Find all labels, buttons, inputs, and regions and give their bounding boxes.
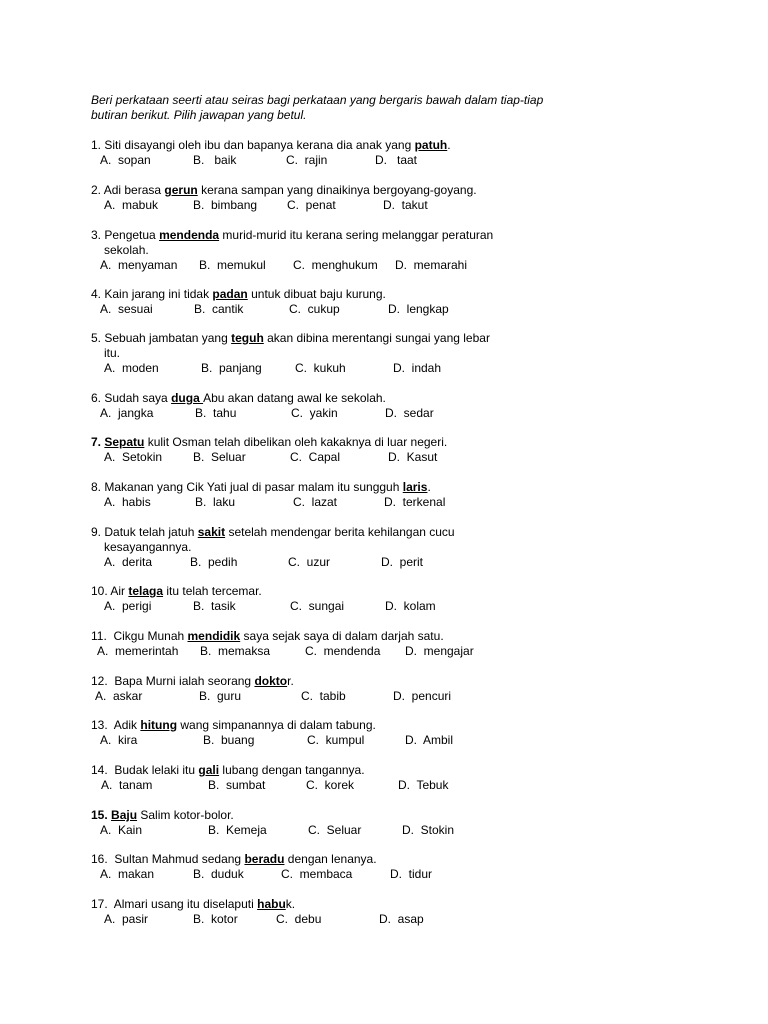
answer-option-b[interactable]: B. guru — [199, 689, 242, 703]
answer-option-c[interactable]: C. tabib — [301, 689, 346, 703]
question-text-before: Sudah saya — [101, 391, 172, 405]
answer-option-c[interactable]: C. Seluar — [308, 823, 362, 837]
question-text-after: . — [427, 480, 431, 494]
answer-option-c[interactable]: C. uzur — [288, 555, 331, 569]
question-text-after: itu telah tercemar. — [163, 584, 262, 598]
answer-option-b[interactable]: B. Kemeja — [208, 823, 267, 837]
question-text-before: Sebuah jambatan yang — [101, 331, 232, 345]
answer-option-c[interactable]: C. menghukum — [293, 258, 378, 272]
answer-option-d[interactable]: D. pencuri — [393, 689, 452, 703]
underlined-keyword: patuh — [414, 138, 448, 152]
answer-option-b[interactable]: B. kotor — [193, 912, 238, 926]
answer-option-d[interactable]: D. indah — [393, 361, 442, 375]
question-text-before: Pengetua — [101, 228, 160, 242]
question-stem — [91, 674, 294, 689]
answer-option-b[interactable]: B. duduk — [193, 867, 244, 881]
question-stem — [91, 331, 490, 346]
question-text-before: Cikgu Munah — [106, 629, 188, 643]
underlined-keyword: hitung — [140, 718, 178, 732]
question-text-after: akan dibina merentangi sungai yang lebar — [263, 331, 490, 345]
question-stem — [91, 138, 451, 153]
underlined-keyword: telaga — [128, 584, 164, 598]
underlined-keyword: beradu — [244, 852, 285, 866]
answer-option-a[interactable]: A. perigi — [104, 599, 152, 613]
question-text-after: Abu akan datang awal ke sekolah. — [203, 391, 386, 405]
question-text-before: Datuk telah jatuh — [101, 525, 198, 539]
answer-option-b[interactable]: B. Seluar — [193, 450, 246, 464]
answer-option-c[interactable]: C. mendenda — [305, 644, 381, 658]
answer-option-d[interactable]: D. asap — [379, 912, 424, 926]
answer-option-b[interactable]: B. laku — [195, 495, 236, 509]
question-number: 7. — [91, 435, 102, 449]
answer-option-a[interactable]: A. Kain — [100, 823, 143, 837]
answer-option-c[interactable]: C. yakin — [291, 406, 338, 420]
answer-option-b[interactable]: B. cantik — [194, 302, 244, 316]
answer-option-d[interactable]: D. Ambil — [405, 733, 454, 747]
underlined-keyword: laris — [402, 480, 428, 494]
question-number: 8. — [91, 480, 102, 494]
answer-option-d[interactable]: D. Kasut — [388, 450, 438, 464]
question-text-after: . — [447, 138, 451, 152]
answer-option-b[interactable]: B. tahu — [195, 406, 237, 420]
question-number: 12. — [91, 674, 108, 688]
question-text-after: kulit Osman telah dibelikan oleh kakaknya di luar negeri. — [144, 435, 448, 449]
answer-option-b[interactable]: B. bimbang — [193, 198, 258, 212]
answer-option-b[interactable]: B. memaksa — [200, 644, 271, 658]
answer-option-b[interactable]: B. pedih — [190, 555, 238, 569]
question-text-after: murid-murid itu kerana sering melanggar peraturan — [219, 228, 494, 242]
answer-option-b[interactable]: B. memukul — [199, 258, 266, 272]
underlined-keyword: gali — [198, 763, 220, 777]
underlined-keyword: duga — [171, 391, 204, 405]
answer-option-c[interactable]: C. lazat — [293, 495, 338, 509]
answer-option-d[interactable]: D. sedar — [385, 406, 434, 420]
answer-option-d[interactable]: D. Tebuk — [398, 778, 449, 792]
question-text-before: Adik — [107, 718, 141, 732]
question-number: 5. — [91, 331, 102, 345]
answer-option-c[interactable]: C. debu — [276, 912, 322, 926]
question-text-before: Makanan yang Cik Yati jual di pasar malam itu sungguh — [101, 480, 403, 494]
question-number: 9. — [91, 525, 102, 539]
question-stem — [91, 718, 376, 733]
question-stem — [91, 287, 386, 302]
question-stem — [91, 897, 295, 912]
answer-option-c[interactable]: C. kumpul — [307, 733, 365, 747]
question-text-after: Salim kotor-bolor. — [137, 808, 234, 822]
question-stem — [91, 228, 493, 243]
answer-option-d[interactable]: D. mengajar — [405, 644, 474, 658]
question-text-before: Adi berasa — [101, 183, 165, 197]
question-text-after: lubang dengan tangannya. — [219, 763, 365, 777]
question-text-continuation: kesayangannya. — [104, 540, 192, 554]
question-number: 3. — [91, 228, 102, 242]
answer-option-d[interactable]: D. lengkap — [388, 302, 449, 316]
underlined-keyword: gerun — [164, 183, 198, 197]
question-text-before: Budak lelaki itu — [107, 763, 199, 777]
question-stem — [91, 183, 477, 198]
underlined-keyword: teguh — [231, 331, 264, 345]
answer-option-b[interactable]: B. sumbat — [208, 778, 266, 792]
question-number: 16. — [91, 852, 108, 866]
question-text-before: Sultan Mahmud sedang — [107, 852, 245, 866]
question-text-before: Siti disayangi oleh ibu dan bapanya kerana dia anak yang — [101, 138, 415, 152]
answer-option-b[interactable]: B. buang — [203, 733, 255, 747]
question-stem — [91, 480, 431, 495]
answer-option-b[interactable]: B. panjang — [201, 361, 262, 375]
instruction-text: Beri perkataan seerti atau seiras bagi perkataan yang bergaris bawah dalam tiap-tiap butiran berikut. Pilih jawapan yang betul. — [91, 93, 544, 122]
question-text-after: saya sejak saya di dalam darjah satu. — [240, 629, 444, 643]
answer-option-a[interactable]: A. derita — [104, 555, 153, 569]
question-stem — [91, 808, 234, 823]
answer-option-a[interactable]: A. menyaman — [100, 258, 178, 272]
answer-option-d[interactable]: D. memarahi — [395, 258, 468, 272]
question-number: 17. — [91, 897, 108, 911]
answer-option-c[interactable]: C. membaca — [281, 867, 353, 881]
answer-option-c[interactable]: C. rajin — [286, 153, 328, 167]
question-number: 10. — [91, 584, 108, 598]
question-number: 4. — [91, 287, 102, 301]
question-text-before: Kain jarang ini tidak — [101, 287, 213, 301]
question-number: 14. — [91, 763, 108, 777]
answer-option-c[interactable]: C. kukuh — [295, 361, 346, 375]
answer-option-c[interactable]: C. Capal — [290, 450, 341, 464]
answer-option-a[interactable]: A. Setokin — [104, 450, 163, 464]
question-number: 15. — [91, 808, 108, 822]
underlined-keyword: dokto — [254, 674, 288, 688]
answer-option-a[interactable]: A. moden — [104, 361, 159, 375]
underlined-keyword: mendenda — [159, 228, 220, 242]
question-text-before: Bapa Murni ialah seorang — [107, 674, 255, 688]
answer-option-a[interactable]: A. mabuk — [104, 198, 159, 212]
underlined-keyword: Sepatu — [104, 435, 145, 449]
answer-option-a[interactable]: A. jangka — [100, 406, 154, 420]
answer-option-d[interactable]: D. terkenal — [384, 495, 446, 509]
answer-option-d[interactable]: D. tidur — [390, 867, 433, 881]
answer-option-c[interactable]: C. penat — [287, 198, 336, 212]
question-stem — [91, 763, 365, 778]
underlined-keyword: habu — [257, 897, 286, 911]
answer-option-d[interactable]: D. takut — [383, 198, 428, 212]
question-text-after: dengan lenanya. — [284, 852, 377, 866]
question-text-before: Almari usang itu diselaputi — [107, 897, 258, 911]
answer-option-b[interactable]: B. tasik — [193, 599, 236, 613]
question-text-after: k. — [285, 897, 296, 911]
question-number: 6. — [91, 391, 102, 405]
answer-option-a[interactable]: A. makan — [100, 867, 155, 881]
question-text-continuation: itu. — [104, 346, 121, 360]
question-number: 11. — [91, 629, 107, 643]
question-text-after: kerana sampan yang dinaikinya bergoyang-goyang. — [197, 183, 477, 197]
question-stem — [91, 391, 386, 406]
answer-option-d[interactable]: D. Stokin — [402, 823, 455, 837]
answer-option-a[interactable]: A. kira — [100, 733, 138, 747]
answer-option-a[interactable]: A. tanam — [101, 778, 153, 792]
question-text-after: setelah mendengar berita kehilangan cucu — [225, 525, 455, 539]
question-stem — [91, 525, 455, 540]
underlined-keyword: mendidik — [187, 629, 241, 643]
question-text-after: untuk dibuat baju kurung. — [247, 287, 386, 301]
question-text-after: wang simpanannya di dalam tabung. — [177, 718, 376, 732]
answer-option-a[interactable]: A. pasir — [104, 912, 149, 926]
question-text-after: r. — [287, 674, 294, 688]
question-text-continuation: sekolah. — [104, 243, 149, 257]
answer-option-a[interactable]: A. sopan — [100, 153, 151, 167]
answer-option-c[interactable]: C. sungai — [290, 599, 345, 613]
question-number: 13. — [91, 718, 108, 732]
answer-option-c[interactable]: C. cukup — [289, 302, 340, 316]
question-stem — [91, 435, 447, 450]
answer-option-a[interactable]: A. memerintah — [97, 644, 179, 658]
answer-option-c[interactable]: C. korek — [306, 778, 355, 792]
answer-option-a[interactable]: A. sesuai — [100, 302, 153, 316]
answer-option-a[interactable]: A. habis — [104, 495, 151, 509]
answer-option-b[interactable]: B. baik — [193, 153, 237, 167]
question-stem — [91, 629, 444, 644]
answer-option-d[interactable]: D. kolam — [385, 599, 436, 613]
underlined-keyword: Baju — [111, 808, 138, 822]
question-number: 2. — [91, 183, 102, 197]
question-stem — [91, 852, 377, 867]
question-text-before: Air — [107, 584, 129, 598]
underlined-keyword: sakit — [197, 525, 226, 539]
question-stem — [91, 584, 262, 599]
answer-option-d[interactable]: D. perit — [381, 555, 424, 569]
answer-option-d[interactable]: D. taat — [375, 153, 418, 167]
underlined-keyword: padan — [212, 287, 248, 301]
answer-option-a[interactable]: A. askar — [95, 689, 143, 703]
question-number: 1. — [91, 138, 102, 152]
